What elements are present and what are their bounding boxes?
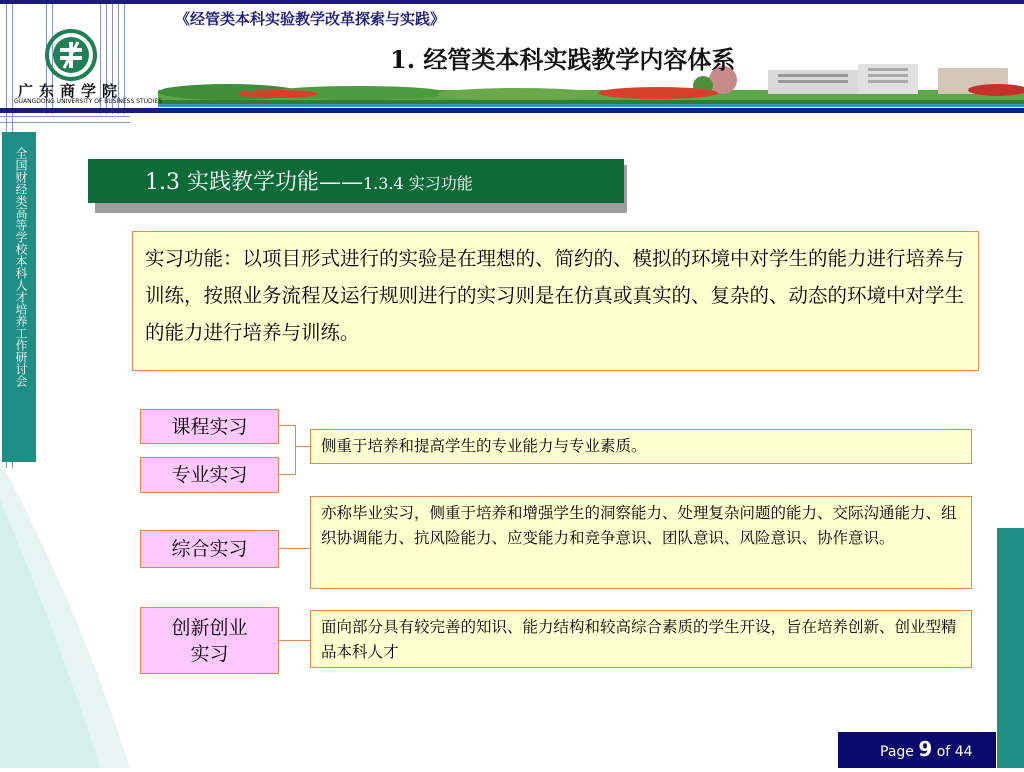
right-decor-bar xyxy=(997,528,1024,768)
header-rule xyxy=(0,108,1024,113)
connector-line xyxy=(278,640,310,641)
grid-line xyxy=(0,116,130,117)
connector-line xyxy=(278,548,310,549)
decorative-fan xyxy=(0,460,130,768)
intro-text: 实习功能：以项目形式进行的实验是在理想的、简约的、模拟的环境中对学生的能力进行培养与训练，按照业务流程及运行规则进行的实习则是在仿真或真实的、复杂的、动态的环境中对学生的能力进行培养与训练。 xyxy=(145,247,965,344)
section-title: 1. 经管类本科实践教学内容体系 xyxy=(390,45,736,74)
label-innovation-internship xyxy=(140,607,279,674)
page-of: of xyxy=(936,744,951,760)
grid-line xyxy=(0,122,130,123)
connector-line xyxy=(278,474,296,475)
side-banner-text: 全国财经类高等学校本科人才培养工作研讨会 xyxy=(14,147,28,387)
university-name: 广东商学院 xyxy=(18,82,124,100)
connector-line xyxy=(295,425,296,475)
header-accent-line xyxy=(158,104,1024,107)
journal-title: 《经管类本科实验教学改革探索与实践》 xyxy=(175,10,446,28)
label-comprehensive-internship: 综合实习 xyxy=(140,530,279,568)
university-english-name: GUANGDONG UNIVERSITY OF BUSINESS STUDIES xyxy=(14,98,163,105)
heading-sub: 1.3.4 实习功能 xyxy=(362,174,473,193)
heading-text xyxy=(145,165,473,196)
heading-main: 1.3 实践教学功能—— xyxy=(145,170,363,195)
label-major-internship: 专业实习 xyxy=(140,457,279,493)
page-total: 44 xyxy=(954,744,973,760)
label-course-internship: 课程实习 xyxy=(140,409,279,444)
desc-course-major: 侧重于培养和提高学生的专业能力与专业素质。 xyxy=(310,429,972,464)
top-border xyxy=(0,0,1024,4)
page-label: Page xyxy=(880,744,914,760)
page-indicator-text xyxy=(880,737,973,761)
university-logo-icon xyxy=(44,28,98,82)
desc-comprehensive: 亦称毕业实习，侧重于培养和增强学生的洞察能力、处理复杂问题的能力、交际沟通能力、组织协调能力、抗风险能力、应变能力和竞争意识、团队意识、风险意识、协作意识。 xyxy=(310,496,972,589)
desc-innovation: 面向部分具有较完善的知识、能力结构和较高综合素质的学生开设，旨在培养创新、创业型精品本科人才 xyxy=(310,610,972,668)
connector-line xyxy=(295,446,311,447)
label-innovation-line1: 创新创业 xyxy=(171,616,248,639)
connector-line xyxy=(278,425,296,426)
label-innovation-line2: 实习 xyxy=(190,642,229,665)
page-current: 9 xyxy=(918,737,933,761)
